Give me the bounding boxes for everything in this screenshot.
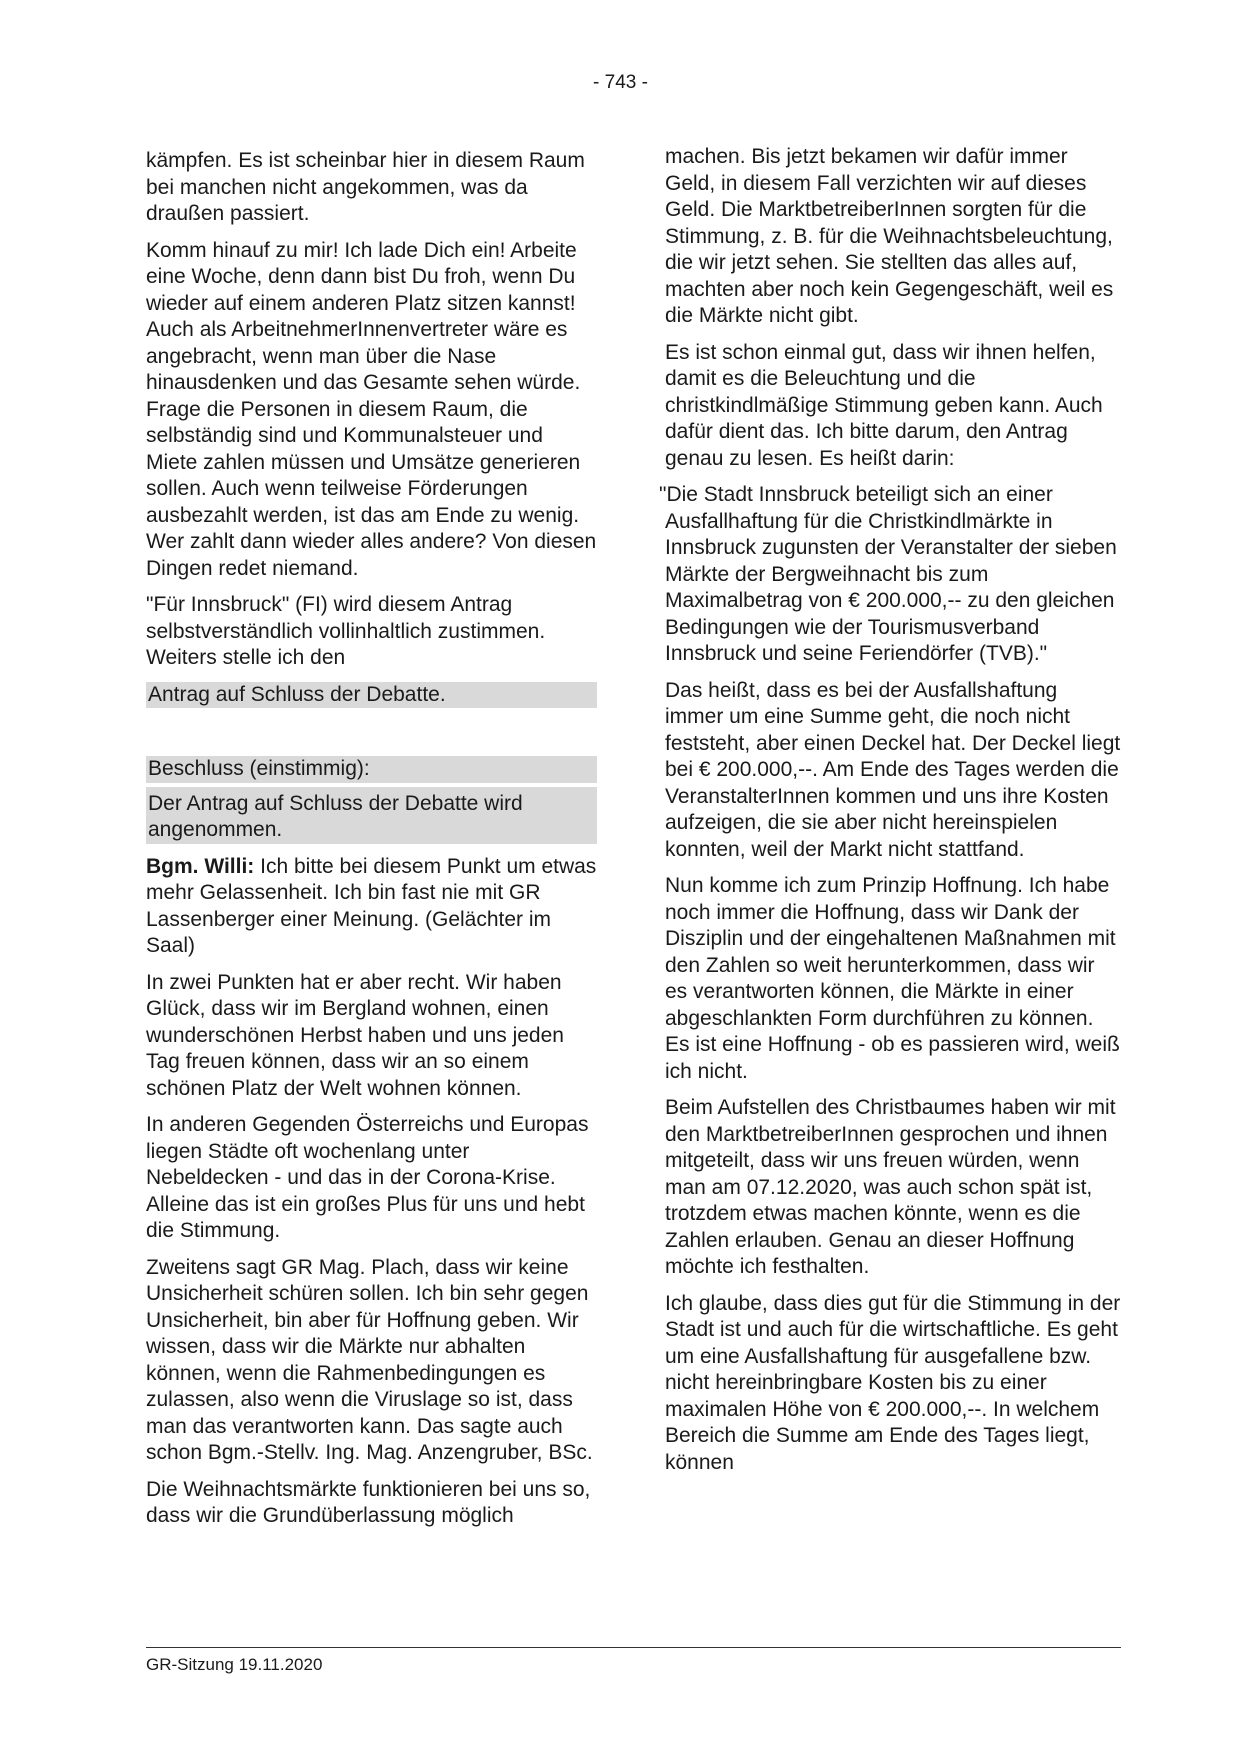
paragraph: Nun komme ich zum Prinzip Hoffnung. Ich habe noch immer die Hoffnung, dass wir Dank der Disziplin und der eingehaltenen Maßnahmen mit den Zahlen so weit herunterkommen, dass wir es verantworten können, die Märkte in einer abgeschlankten Form durchführen zu können. Es ist eine Hoffnung - ob es passieren wird, weiß ich nicht. xyxy=(665,874,1120,1083)
paragraph: Ich glaube, dass dies gut für die Stimmung in der Stadt ist und auch für die wirtschaftliche. Es geht um eine Ausfallshaftung für ausgefallene bzw. nicht hereinbringbare Kosten bis zu einer maximalen Höhe von € 200.000,--. In welchem Bereich die Summe am Ende des Tages liegt, können xyxy=(665,1291,1121,1474)
paragraph: "Für Innsbruck" (FI) wird diesem Antrag selbstverständlich vollinhaltlich zustimmen. Weiters stelle ich den xyxy=(146,593,546,669)
resolution-title: Beschluss (einstimmig): xyxy=(146,756,597,783)
speaker-name: Bgm. Willi: xyxy=(146,854,255,878)
resolution-text: Der Antrag auf Schluss der Debatte wird angenommen. xyxy=(146,783,597,844)
left-column xyxy=(146,148,597,1540)
page-number: - 743 - xyxy=(593,72,648,93)
right-column xyxy=(659,145,1121,1486)
quoted-motion: "Die Stadt Innsbruck beteiligt sich an einer Ausfallhaftung für die Christkindlmärkte in Innsbruck zugunsten der Veranstalter der sieben Märkte der Bergweihnacht bis zum Maximalbetrag von € 200.000,-- zu den gleichen Bedingungen wie der Tourismusverband Innsbruck und seine Feriendörfer (TVB)." xyxy=(659,483,1117,665)
footer-session: GR-Sitzung 19.11.2020 xyxy=(146,1655,323,1674)
paragraph: In zwei Punkten hat er aber recht. Wir haben Glück, dass wir im Bergland wohnen, einen wunderschönen Herbst haben und uns jeden Tag freuen können, dass wir an so einem schönen Platz der Welt wohnen können. xyxy=(146,970,564,1100)
paragraph: Das heißt, dass es bei der Ausfallshaftung immer um eine Summe geht, die noch nicht feststeht, aber einen Deckel hat. Der Deckel liegt bei € 200.000,--. Am Ende des Tages werden die VeranstalterInnen kommen und uns ihre Kosten aufzeigen, die sie aber nicht hereinspielen konnten, weil der Markt nicht stattfand. xyxy=(665,678,1121,861)
paragraph: Die Weihnachtsmärkte funktionieren bei uns so, dass wir die Grundüberlassung möglich xyxy=(146,1477,591,1527)
paragraph: In anderen Gegenden Österreichs und Europas liegen Städte oft wochenlang unter Nebeldecken - und das in der Corona-Krise. Alleine das ist ein großes Plus für uns und hebt die Stimmung. xyxy=(146,1113,589,1242)
paragraph: Es ist schon einmal gut, dass wir ihnen helfen, damit es die Beleuchtung und die christkindlmäßige Stimmung geben kann. Auch dafür dient das. Ich bitte darum, den Antrag genau zu lesen. Es heißt darin: xyxy=(665,340,1103,470)
paragraph: machen. Bis jetzt bekamen wir dafür immer Geld, in diesem Fall verzichten wir auf dieses Geld. Die MarktbetreiberInnen sorgten für die Stimmung, z. B. für die Weihnachtsbeleuchtung, die wir jetzt sehen. Sie stellten das alles auf, machten aber noch kein Gegengeschäft, weil es die Märkte nicht gibt. xyxy=(665,145,1114,327)
paragraph: Beim Aufstellen des Christbaumes haben wir mit den MarktbetreiberInnen gesprochen und ihnen mitgeteilt, dass wir uns freuen würden, wenn man am 07.12.2020, was auch schon spät ist, trotzdem etwas machen könnte, wenn es die Zahlen erlauben. Genau an dieser Hoffnung möchte ich festhalten. xyxy=(665,1096,1116,1278)
speaker-paragraph xyxy=(146,854,597,960)
resolution-box xyxy=(146,756,597,844)
motion-box: Antrag auf Schluss der Debatte. xyxy=(146,682,597,709)
paragraph: kämpfen. Es ist scheinbar hier in diesem Raum bei manchen nicht angekommen, was da draußen passiert. xyxy=(146,149,585,225)
footer-divider xyxy=(146,1647,1121,1648)
paragraph: Komm hinauf zu mir! Ich lade Dich ein! Arbeite eine Woche, denn dann bist Du froh, wenn Du wieder auf einem anderen Platz sitzen kannst! Auch als ArbeitnehmerInnenvertreter wäre es angebracht, wenn man über die Nase hinausdenken und das Gesamte sehen würde. Frage die Personen in diesem Raum, die selbständig sind und Kommunalsteuer und Miete zahlen müssen und Umsätze generieren sollen. Auch wenn teilweise Förderungen ausbezahlt werden, ist das am Ende zu wenig. Wer zahlt dann wieder alles andere? Von diesen Dingen redet niemand. xyxy=(146,238,597,580)
speaker-text: Ich bitte bei diesem Punkt um etwas mehr Gelassenheit. Ich bin fast nie mit GR Lassenberger einer Meinung. (Gelächter im Saal) xyxy=(146,854,597,957)
paragraph: Zweitens sagt GR Mag. Plach, dass wir keine Unsicherheit schüren sollen. Ich bin sehr gegen Unsicherheit, bin aber für Hoffnung geben. Wir wissen, dass wir die Märkte nur abhalten können, wenn die Rahmenbedingungen es zulassen, also wenn die Viruslage so ist, dass man das verantworten kann. Das sagte auch schon Bgm.-Stellv. Ing. Mag. Anzengruber, BSc. xyxy=(146,1255,593,1464)
